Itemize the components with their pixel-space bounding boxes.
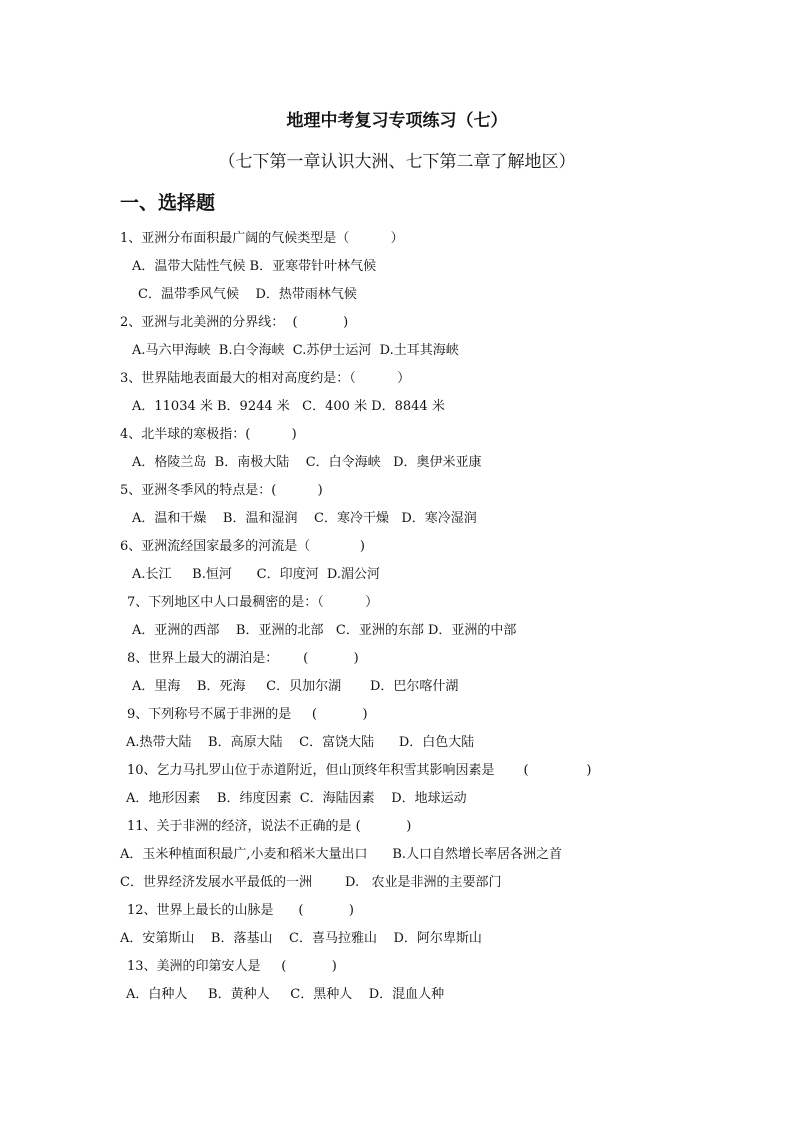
- question-13-options: A．白种人 B．黄种人 C．黑种人 D．混血人种: [126, 987, 445, 1002]
- document-title: 地理中考复习专项练习（七）: [286, 111, 508, 131]
- question-4-options: A．格陵兰岛 B．南极大陆 C．白令海峡 D．奥伊米亚康: [132, 455, 482, 470]
- question-12: 12、世界上最长的山脉是 ( ): [127, 903, 354, 918]
- question-2: 2、亚洲与北美洲的分界线： ( ): [120, 315, 349, 330]
- question-7: 7、下列地区中人口最稠密的是：（ ）: [127, 595, 379, 610]
- question-13: 13、美洲的印第安人是 ( ): [127, 959, 337, 974]
- question-11-options-c-d: C．世界经济发展水平最低的一洲 D. 农业是非洲的主要部门: [120, 875, 502, 890]
- question-1: 1、亚洲分布面积最广阔的气候类型是（ ）: [120, 231, 404, 246]
- question-8: 8、世界上最大的湖泊是： ( ): [127, 651, 359, 666]
- question-1-options-a-b: A．温带大陆性气候 B．亚寒带针叶林气候: [132, 259, 377, 274]
- question-11-options-a-b: A．玉米种植面积最广,小麦和稻米大量出口 B.人口自然增长率居各洲之首: [120, 847, 563, 862]
- question-11: 11、关于非洲的经济，说法不正确的是 ( ): [127, 819, 412, 834]
- question-5: 5、亚洲冬季风的特点是：( ): [120, 483, 323, 498]
- question-10-options: A．地形因素 B．纬度因素 C．海陆因素 D．地球运动: [126, 791, 467, 806]
- question-5-options: A．温和干燥 B．温和湿润 C．寒冷干燥 D．寒冷湿润: [132, 511, 477, 526]
- question-2-options: A.马六甲海峡 B.白令海峡 C.苏伊士运河 D.土耳其海峡: [132, 343, 459, 358]
- question-12-options: A．安第斯山 B．落基山 C．喜马拉雅山 D．阿尔卑斯山: [120, 931, 482, 946]
- question-3: 3、世界陆地表面最大的相对高度约是：（ ）: [120, 371, 411, 386]
- question-4: 4、北半球的寒极指：( ): [120, 427, 297, 442]
- question-6-options: A.长江 B.恒河 C．印度河 D.湄公河: [132, 567, 380, 582]
- document-subtitle: （七下第一章认识大洲、七下第二章了解地区）: [218, 152, 576, 172]
- question-9: 9、下列称号不属于非洲的是 ( ): [127, 707, 368, 722]
- question-9-options: A.热带大陆 B．高原大陆 C．富饶大陆 D．白色大陆: [126, 735, 475, 750]
- question-10: 10、乞力马扎罗山位于赤道附近，但山顶终年积雪其影响因素是 ( ): [127, 763, 592, 778]
- question-6: 6、亚洲流经国家最多的河流是（ ): [120, 539, 365, 554]
- question-1-options-c-d: C．温带季风气候 D．热带雨林气候: [138, 287, 357, 302]
- question-7-options: A．亚洲的西部 B．亚洲的北部 C．亚洲的东部 D．亚洲的中部: [132, 623, 517, 638]
- section-heading: 一、选择题: [120, 192, 216, 214]
- question-8-options: A．里海 B．死海 C．贝加尔湖 D．巴尔喀什湖: [132, 679, 459, 694]
- question-3-options: A．11034 米 B．9244 米 C．400 米 D．8844 米: [132, 399, 445, 414]
